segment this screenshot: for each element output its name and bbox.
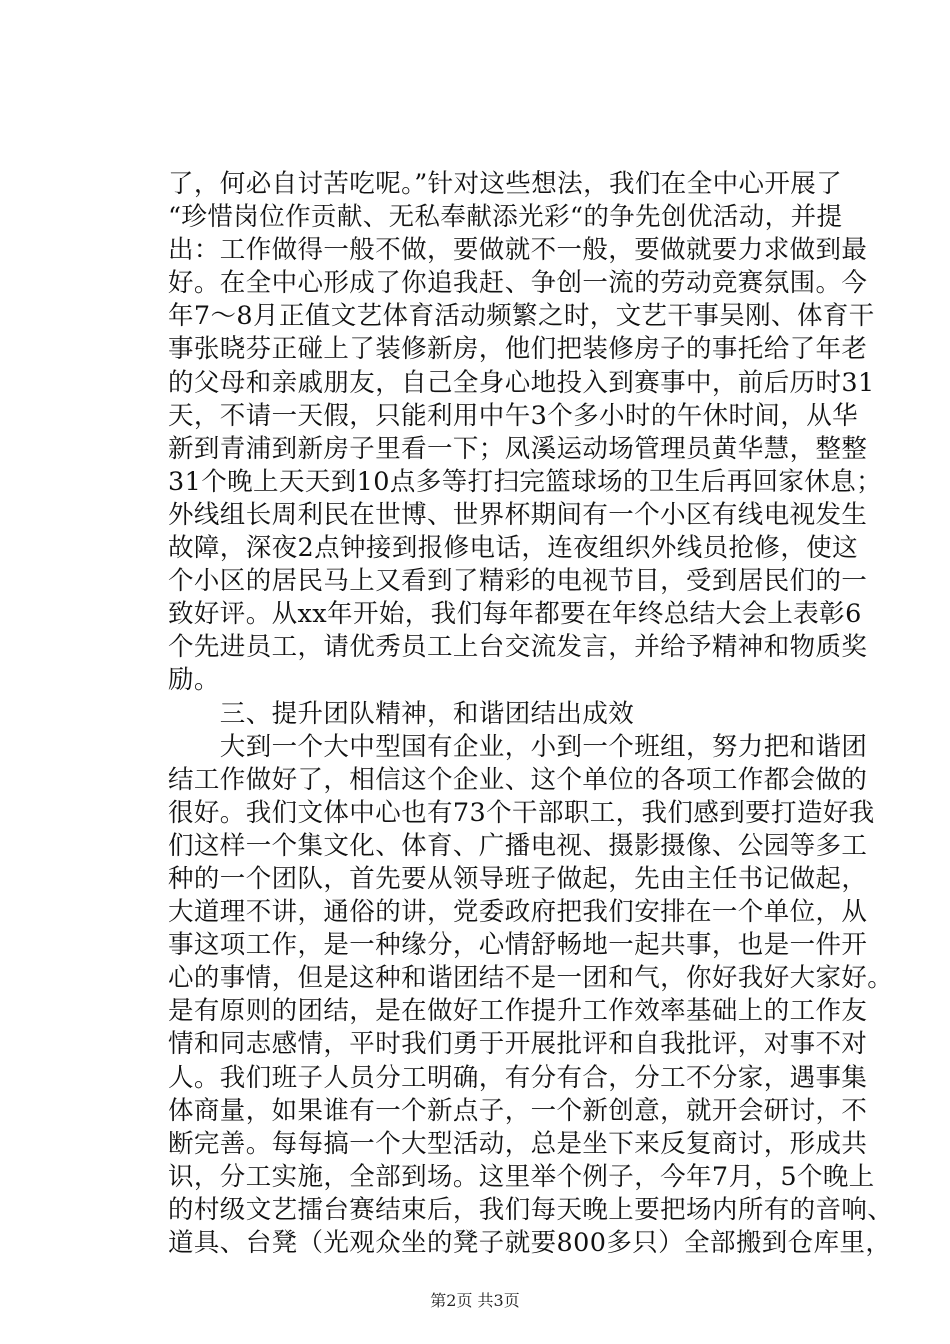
text-line: 励。 [168, 665, 220, 696]
text-line: 个先进员工，请优秀员工上台交流发言，并给予精神和物质奖 [168, 632, 868, 663]
text-line: 大道理不讲，通俗的讲，党委政府把我们安排在一个单位，从 [168, 897, 868, 928]
text-line: 体商量，如果谁有一个新点子，一个新创意，就开会研讨，不 [168, 1095, 868, 1126]
text-line: 大到一个大中型国有企业，小到一个班组，努力把和谐团 [168, 731, 868, 762]
text-line: 好。在全中心形成了你追我赶、争创一流的劳动竞赛氛围。今 [168, 268, 868, 299]
text-line: 致好评。从xx年开始，我们每年都要在年终总结大会上表彰6 [168, 599, 862, 630]
text-line: 外线组长周利民在世博、世界杯期间有一个小区有线电视发生 [168, 499, 868, 530]
text-line: 种的一个团队，首先要从领导班子做起，先由主任书记做起， [168, 863, 868, 894]
text-line: 故障，深夜2点钟接到报修电话，连夜组织外线员抢修，使这 [168, 533, 859, 564]
text-line: 识，分工实施，全部到场。这里举个例子，今年7月，5个晚上 [168, 1161, 875, 1192]
text-line: 出：工作做得一般不做，要做就不一般，要做就要力求做到最 [168, 235, 868, 266]
text-line: 情和同志感情，平时我们勇于开展批评和自我批评，对事不对 [168, 1029, 868, 1060]
text-line: “珍惜岗位作贡献、无私奉献添光彩“的争先创优活动，并提 [168, 202, 843, 233]
page-footer: 第2页 共3页 [430, 1291, 520, 1310]
text-line: 断完善。每每搞一个大型活动，总是坐下来反复商讨，形成共 [168, 1128, 868, 1159]
text-line: 新到青浦到新房子里看一下；凤溪运动场管理员黄华慧，整整 [168, 433, 868, 464]
section-heading: 三、提升团队精神，和谐团结出成效 [168, 698, 635, 729]
text-line: 个小区的居民马上又看到了精彩的电视节目，受到居民们的一 [168, 566, 868, 597]
text-line: 的父母和亲戚朋友，自己全身心地投入到赛事中，前后历时31 [168, 367, 875, 398]
text-line: 了，何必自讨苦吃呢。”针对这些想法，我们在全中心开展了 [168, 169, 843, 199]
text-line: 事这项工作，是一种缘分，心情舒畅地一起共事，也是一件开 [168, 930, 868, 961]
text-line: 的村级文艺擂台赛结束后，我们每天晚上要把场内所有的音响、 [168, 1194, 894, 1225]
text-line: 很好。我们文体中心也有73个干部职工，我们感到要打造好我 [168, 797, 875, 828]
text-line: 们这样一个集文化、体育、广播电视、摄影摄像、公园等多工 [168, 830, 868, 861]
text-line: 天，不请一天假，只能利用中午3个多小时的午休时间，从华 [168, 400, 859, 431]
text-line: 年7～8月正值文艺体育活动频繁之时，文艺干事吴刚、体育干 [168, 301, 875, 332]
text-line: 事张晓芬正碰上了装修新房，他们把装修房子的事托给了年老 [168, 334, 868, 365]
text-line: 31个晚上天天到10点多等打扫完篮球场的卫生后再回家休息； [168, 466, 882, 497]
text-line: 道具、台凳（光观众坐的凳子就要800多只）全部搬到仓库里， [168, 1228, 892, 1258]
text-line: 人。我们班子人员分工明确，有分有合，分工不分家，遇事集 [168, 1062, 868, 1093]
text-line: 心的事情，但是这种和谐团结不是一团和气，你好我好大家好。 [168, 963, 894, 994]
text-line: 结工作做好了，相信这个企业、这个单位的各项工作都会做的 [168, 764, 868, 795]
text-line: 是有原则的团结，是在做好工作提升工作效率基础上的工作友 [168, 996, 868, 1027]
body-text [168, 168, 894, 1260]
